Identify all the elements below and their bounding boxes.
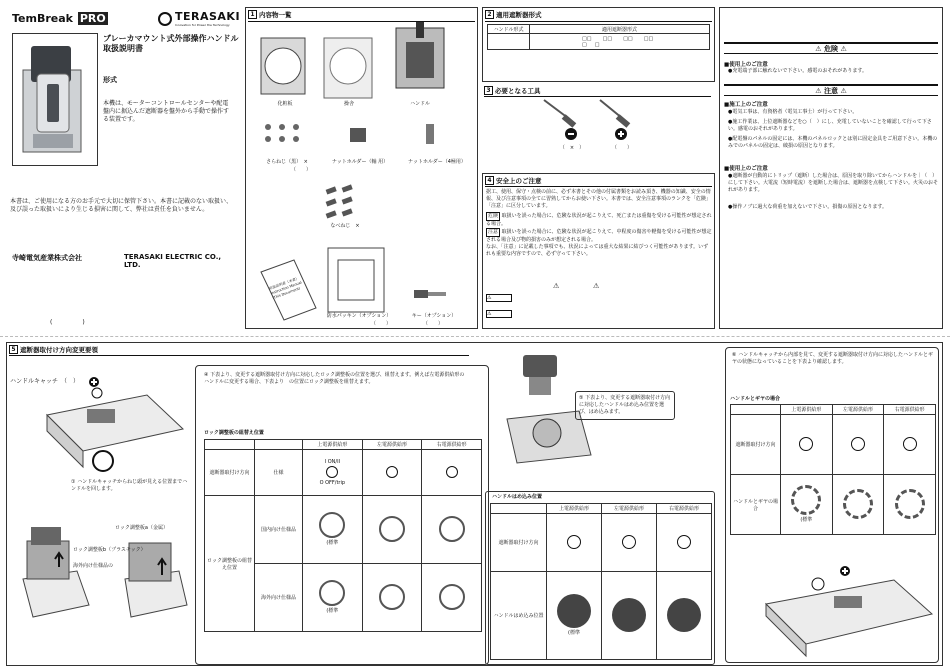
step-number: ⑤ <box>579 395 584 401</box>
fit-table-box <box>485 491 715 665</box>
col-left-supply: 左電源供給形 <box>362 440 422 450</box>
caution-definition: 注意 取扱いを誤った場合に、危険な状況が起こりえて、中程度の傷害や軽傷を受ける可能性が想定される場合及び物的損害のみが想定される場合。 <box>486 229 712 243</box>
col-breaker-type: 適用遮断器形式 <box>530 25 710 34</box>
cover-photo <box>12 33 98 166</box>
warning-triangle-icon: ⚠ <box>815 45 822 53</box>
item-nut-holder-a: ナットホルダー（軸 用） <box>331 159 389 165</box>
row-mount-direction: 遮断器取付け方向 <box>491 514 547 572</box>
danger-definition: 危険 取扱いを誤った場合に、危険な状況が起こりえて、死亡または重傷を受ける可能性が想定される場合。 <box>486 213 712 227</box>
warning-triangle-icon: ⚠ <box>593 282 600 290</box>
section-number: 3 <box>484 86 493 95</box>
overseas-left-cell <box>362 564 422 632</box>
gear-table-title: ハンドルとギヤの場合 <box>730 396 781 402</box>
section-number: 5 <box>9 345 18 354</box>
section-title: 遮断器取付け方向変更要領 <box>20 346 98 354</box>
warning-triangle-icon: ⚠ <box>553 282 560 290</box>
section-title: 必要となる工具 <box>495 87 541 95</box>
step1-3-illustration <box>7 343 187 643</box>
step-number: ① <box>71 479 76 485</box>
brand-pro: PRO <box>79 12 106 25</box>
step5-text: ⑤ 下表より、変更する遮断器取付け方向に対応したハンドルはめ込み位置を選び、はめ込みます。 <box>575 391 675 420</box>
safety-note: なお、「注意」に記載した事項でも、状況によっては重大な結果に結びつく可能性があります。いずれも重要な内容ですので、必ず守って下さい。 <box>486 244 709 257</box>
fit-position-table: 上電源供給形 左電源供給形 右電源供給形 遮断器取付け方向 ハンドルはめ込み位置 (標準 <box>490 503 712 660</box>
direction-panel <box>6 342 943 666</box>
danger-symbol-icon: ⚠ <box>486 294 512 302</box>
col-handle-type: ハンドル形式 <box>488 25 530 34</box>
plus-screwdriver-label: （ ） <box>611 145 632 151</box>
item-key: キー（オプション） <box>411 313 457 319</box>
step7-illustration <box>726 348 940 664</box>
danger-tag: 危険 <box>488 213 499 219</box>
handle-photo-illustration <box>13 34 99 167</box>
col-top-supply: 上電源供給形 <box>303 440 363 450</box>
screwdriver-illustrations <box>482 84 715 170</box>
section-title: 内容物一覧 <box>259 11 292 19</box>
row-domestic: 国内向け仕様品 <box>255 496 303 564</box>
maker-emblem-icon <box>158 12 172 26</box>
breaker-types-cell: □□ □□ □□ □□ □ □ <box>530 34 710 50</box>
item-decorative-plate: 化粧板 <box>277 101 293 107</box>
fit-table-title: ハンドルはめ込み位置 <box>492 494 543 500</box>
mount-right-cell <box>422 450 482 496</box>
company-name-jp: 寺崎電気産業株式会社 <box>12 254 82 262</box>
plus-screw-icon <box>840 566 850 576</box>
item-qty-b: （ ） <box>370 321 391 327</box>
brand-logo <box>12 12 108 25</box>
lock-position-table <box>204 439 482 632</box>
row-mount-direction: 遮断器取付け方向 <box>731 415 781 475</box>
plus-screwdriver-icon <box>615 128 627 140</box>
minus-screwdriver-label: （ × ） <box>559 145 585 151</box>
lock-plate-plastic-label: ロック調整板b（プラスチック） <box>73 547 146 553</box>
domestic-right-cell <box>422 496 482 564</box>
use-caution-title: ■使用上のご注意 <box>724 62 768 68</box>
overseas-top-cell: (標準 <box>303 564 363 632</box>
safety-panel <box>482 173 715 329</box>
warning-triangle-icon: ⚠ <box>815 87 822 95</box>
manual-cover-text: 取扱説明書（本書） Instruction Manual (This Document) <box>268 276 303 301</box>
document-number: ( ) <box>50 319 85 326</box>
handle-catch-label: ハンドルキャッチ （ ） <box>10 378 80 385</box>
item-nut-holder-b: ナットホルダー（4極用） <box>408 159 466 165</box>
step6-box <box>725 347 939 663</box>
row-spec: 仕様 <box>255 450 303 496</box>
warning-triangle-icon: ⚠ <box>840 87 847 95</box>
danger-header: ⚠ 危険 ⚠ <box>724 42 938 54</box>
item-operating-plate: 操舎 <box>343 101 354 107</box>
lock-table-title: ロック調整板の組替え位置 <box>204 430 264 436</box>
row-lock-position: ロック調整板の組替え位置 <box>205 496 255 632</box>
minus-screwdriver-icon <box>565 128 577 140</box>
item-qty-a: （ ） <box>290 167 311 173</box>
cover-intro: 本機は、モーターコントロールセンターや配電盤内に据込んだ遮断器を盤外から手動で操作する装置です。 <box>103 100 230 123</box>
install-item: ●電気工事は、有資格者（電気工事士）が行って下さい。 <box>728 109 858 115</box>
domestic-left-cell <box>362 496 422 564</box>
overseas-right-cell <box>422 564 482 632</box>
danger-item: ●充電端子部に触れないで下さい。感電のおそれがあります。 <box>728 68 867 74</box>
item-gasket: 防水パッキン（オプション） <box>326 313 392 319</box>
caution-header: ⚠ 注意 ⚠ <box>724 84 938 96</box>
install-item: ●施工作業は、上位遮断器などを○（ ）にし、充電していないことを確認して行って下さい。感電のおそれがあります。 <box>728 119 932 132</box>
step-number: ⑥ <box>732 352 737 358</box>
mount-top-cell: I ON/II O OFF/trip <box>303 450 363 496</box>
maker-tagline: Innovation for Power the Technology <box>175 23 230 27</box>
use-caution-title-2: ■使用上のご注意 <box>724 166 768 172</box>
row-fit-position: ハンドルはめ込み位置 <box>491 572 547 660</box>
caution-tag: 注意 <box>488 229 499 235</box>
install-item: ●配電盤のパネルの固定には、本機のパネルロックとは別に固定金具をご用意下さい。本機のみでのパネルの固定は、破損の原因となります。 <box>728 136 938 149</box>
mount-left-cell <box>362 450 422 496</box>
row-gear-state: ハンドルとギヤの場合 <box>731 475 781 535</box>
row-mount-direction: 遮断器取付け方向 <box>205 450 255 496</box>
step1-text: ① ハンドルキャッチからねじ頭が見える位置までハンドルを回します。 <box>71 479 188 492</box>
use-item: ●操作ノブに過大な荷重を加えないで下さい。損傷の原因となります。 <box>728 204 887 210</box>
row-overseas: 海外向け仕様品 <box>255 564 303 632</box>
maker-name: TERASAKI <box>175 10 241 23</box>
overseas-label: 海外向け仕様品の <box>73 563 114 569</box>
cover-notice: 本書は、ご使用になる方のお手元で大切に保管下さい。本書に記載のない取扱い、及び誤った取扱いにより生じる損害に関して、弊社は責任を負いません。 <box>10 198 233 213</box>
lock-plate-metal-label: ロック調整板a（金属） <box>115 525 168 531</box>
install-caution-title: ■施工上のご注意 <box>724 102 768 108</box>
section-title: 適用遮断器形式 <box>496 11 542 19</box>
cover-model-label: 形式 <box>103 76 117 84</box>
section-number: 1 <box>248 10 257 19</box>
section-title: 安全上のご注意 <box>496 177 542 185</box>
warning-triangle-icon: ⚠ <box>840 45 847 53</box>
cover-title: ブレーカマウント式外部操作ハンドル 取扱説明書 <box>103 34 239 53</box>
step4-text: ④ 下表より、変更する遮断器取付け方向に対応したロック調整板の位置を選び、組替えます。例えば左電源供給形のハンドルに変更する場合、下表より の位置にロック調整板を組替えます。 <box>204 372 465 385</box>
step6-text: ⑥ ハンドルキャッチから内部を見て、変更する遮断器取付け方向に対応したハンドルとギヤの状態になっていることを下表より確認します。 <box>732 352 933 365</box>
company-name-en: TERASAKI ELECTRIC CO., LTD. <box>124 253 222 269</box>
warnings-panel <box>719 7 943 329</box>
breaker-panel <box>482 7 715 82</box>
item-handle: ハンドル <box>409 101 430 107</box>
section-number: 4 <box>485 176 494 185</box>
step4-box <box>195 365 489 665</box>
breaker-table <box>487 24 710 50</box>
contents-panel <box>245 7 478 329</box>
gear-state-table: 上電源供給形 左電源供給形 右電源供給形 遮断器取付け方向 ハンドルとギヤの場合 (標準 <box>730 404 936 535</box>
caution-symbol-icon: ⚠ <box>486 310 512 318</box>
maker-logo <box>158 10 240 27</box>
brand-name: TemBreak <box>12 12 73 25</box>
step-number: ④ <box>204 372 209 378</box>
safety-intro: 据工、使用、保守・点検の前に、必ず本書とその他の付属書類をお読み頂き、機器の知識、安全の情報、及び注意事項の全てに習熟してからお使い下さい。本書では、安全注意事項のランクを「危険」「注意」に区分しています。 <box>486 189 711 209</box>
tools-panel <box>482 84 715 170</box>
cover-panel <box>0 0 240 336</box>
col-right-supply: 右電源供給形 <box>422 440 482 450</box>
fold-line <box>0 336 950 337</box>
use-item: ●遮断器が自動的にトリップ（遮断）した場合は、原因を取り除いてからハンドルを｜（ ）にして下さい。大電流（短時電流）を遮断した場合は、遮断器を点検して下さい。火災のおそれがあります。 <box>728 173 939 193</box>
item-qty-c: （ ） <box>422 321 443 327</box>
domestic-top-cell: (標準 <box>303 496 363 564</box>
item-pan-screws: なべねじ × <box>330 223 360 229</box>
item-black-screws: さらねじ（黒） × <box>266 159 308 165</box>
section-number: 2 <box>485 10 494 19</box>
